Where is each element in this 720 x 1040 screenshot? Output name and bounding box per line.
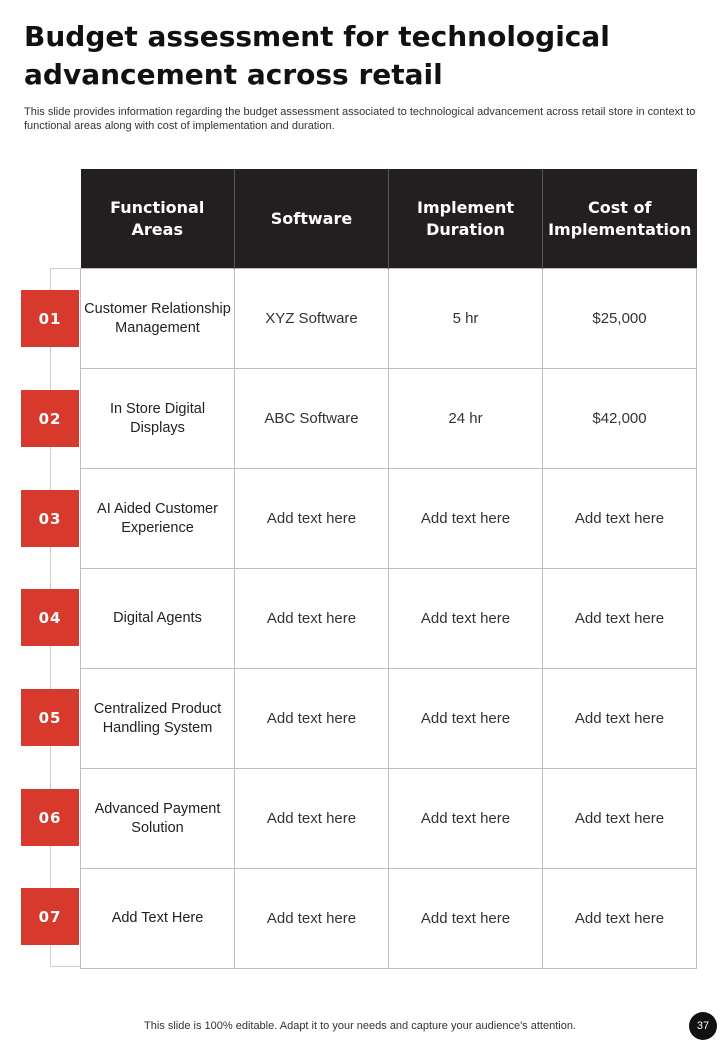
cost-cell: Add text here xyxy=(543,469,697,569)
header-functional-areas: Functional Areas xyxy=(81,169,235,269)
header-cost: Cost of Implementation xyxy=(543,169,697,269)
duration-cell: 5 hr xyxy=(389,269,543,369)
duration-cell: Add text here xyxy=(389,669,543,769)
header-implement-duration: Implement Duration xyxy=(389,169,543,269)
table-row xyxy=(81,269,697,369)
duration-cell: 24 hr xyxy=(389,369,543,469)
cost-cell: Add text here xyxy=(543,669,697,769)
table-row xyxy=(81,769,697,869)
software-cell: Add text here xyxy=(235,469,389,569)
row-number-badge-03: 03 xyxy=(21,490,79,547)
cost-cell: Add text here xyxy=(543,569,697,669)
table-row xyxy=(81,869,697,969)
functional-area-cell: Centralized Product Handling System xyxy=(81,669,235,769)
software-cell: ABC Software xyxy=(235,369,389,469)
table-row xyxy=(81,369,697,469)
software-cell: XYZ Software xyxy=(235,269,389,369)
row-number-badge-05: 05 xyxy=(21,689,79,746)
cost-cell: Add text here xyxy=(543,769,697,869)
cost-cell: $25,000 xyxy=(543,269,697,369)
functional-area-cell: Customer Relationship Management xyxy=(81,269,235,369)
cost-cell: Add text here xyxy=(543,869,697,969)
functional-area-cell: AI Aided Customer Experience xyxy=(81,469,235,569)
duration-cell: Add text here xyxy=(389,469,543,569)
software-cell: Add text here xyxy=(235,569,389,669)
page-number-badge: 37 xyxy=(689,1012,717,1040)
row-number-badge-06: 06 xyxy=(21,789,79,846)
functional-area-cell: Advanced Payment Solution xyxy=(81,769,235,869)
functional-area-cell: Digital Agents xyxy=(81,569,235,669)
row-number-badge-02: 02 xyxy=(21,390,79,447)
row-number-badge-07: 07 xyxy=(21,888,79,945)
page-title: Budget assessment for technological advancement across retail xyxy=(24,20,610,91)
software-cell: Add text here xyxy=(235,769,389,869)
functional-area-cell: In Store Digital Displays xyxy=(81,369,235,469)
budget-table xyxy=(80,169,697,969)
footer-note: This slide is 100% editable. Adapt it to your needs and capture your audience's attention. xyxy=(144,1020,576,1032)
functional-area-cell: Add Text Here xyxy=(81,869,235,969)
cost-cell: $42,000 xyxy=(543,369,697,469)
software-cell: Add text here xyxy=(235,669,389,769)
row-number-badge-04: 04 xyxy=(21,589,79,646)
table-row xyxy=(81,569,697,669)
row-number-badge-01: 01 xyxy=(21,290,79,347)
table-header-row xyxy=(81,169,697,269)
duration-cell: Add text here xyxy=(389,569,543,669)
duration-cell: Add text here xyxy=(389,769,543,869)
page-subtitle: This slide provides information regarding the budget assessment associated to technological advancement across retail store in context to functional areas along with cost of implementation and duration. xyxy=(24,106,696,132)
header-software: Software xyxy=(235,169,389,269)
duration-cell: Add text here xyxy=(389,869,543,969)
table-row xyxy=(81,469,697,569)
software-cell: Add text here xyxy=(235,869,389,969)
table-row xyxy=(81,669,697,769)
